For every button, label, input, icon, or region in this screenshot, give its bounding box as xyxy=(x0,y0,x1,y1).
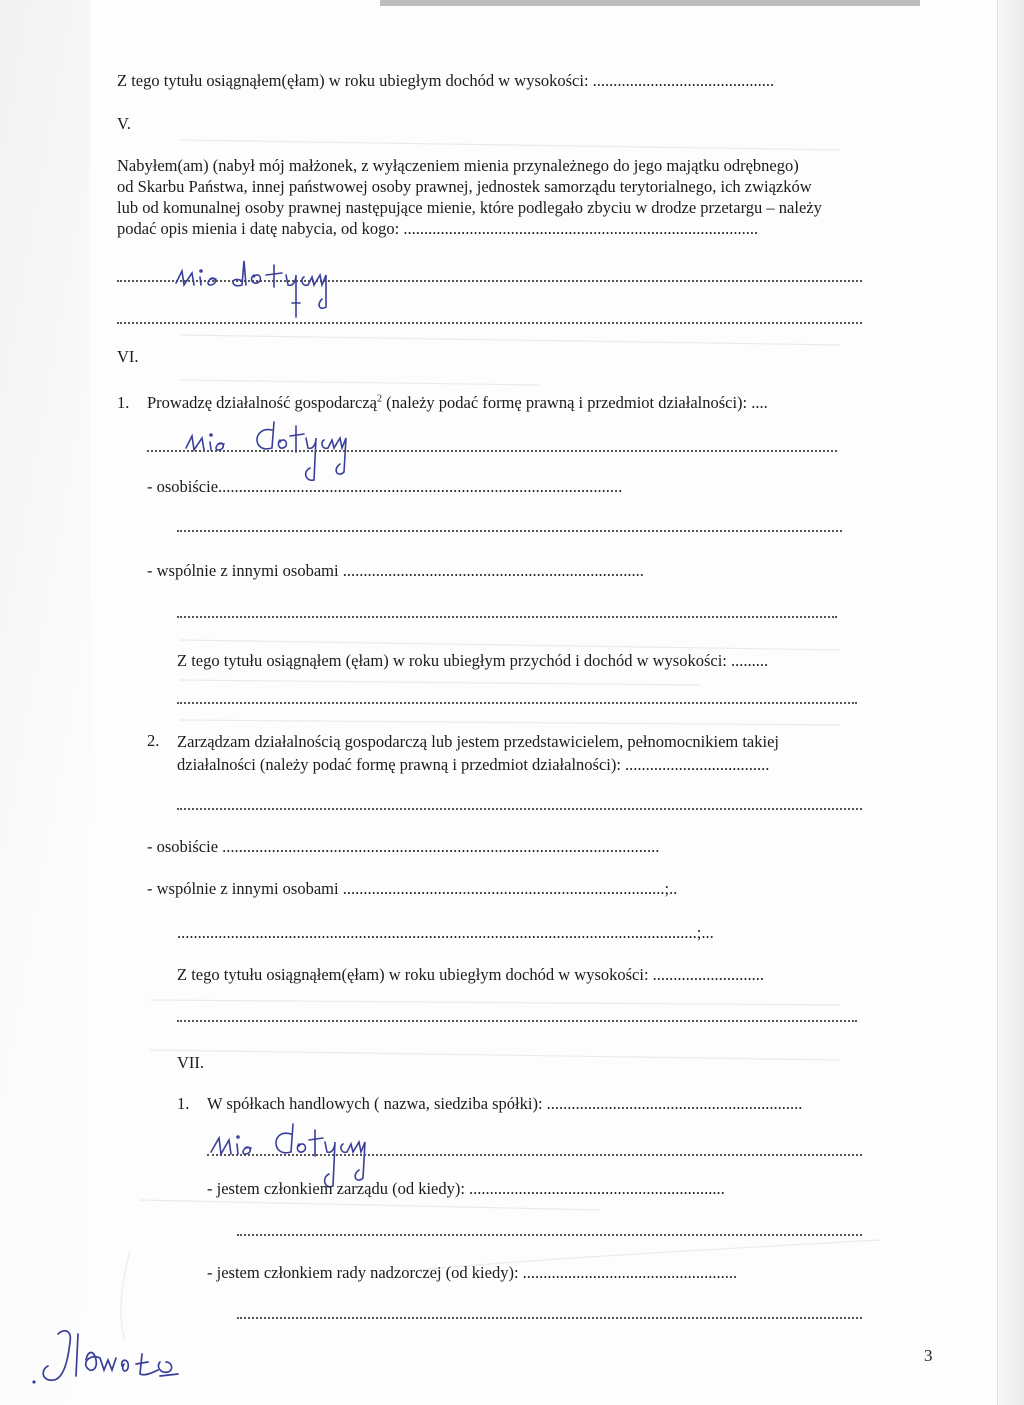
section-vi-item1-number: 1. xyxy=(117,393,130,412)
blank-line xyxy=(177,702,857,704)
blank-line xyxy=(237,1317,862,1319)
section-vi-item2-number: 2. xyxy=(147,731,160,750)
jointly-line-2: - wspólnie z innymi osobami ..............................................................................;.. xyxy=(147,879,678,898)
blank-line xyxy=(237,1234,862,1236)
section-vi-item2-line: działalności (należy podać formę prawną i przedmiot działalności): ................................... xyxy=(177,755,770,774)
supervisory-board-line: - jestem członkiem rady nadzorczej (od kiedy): .................................................... xyxy=(207,1263,738,1282)
section-v-paragraph xyxy=(117,155,822,239)
section-v-line: Nabyłem(am) (nabył mój małżonek, z wyłączeniem mienia przynależnego do jego majątku odrębnego) xyxy=(117,156,799,175)
section-vii-item1-text: W spółkach handlowych ( nazwa, siedziba spółki): .............................................................. xyxy=(207,1094,803,1113)
section-v-line: od Skarbu Państwa, innej państwowej osoby prawnej, jednostek samorządu terytorialnego, ich związków xyxy=(117,177,812,196)
section-v-line: podać opis mienia i datę nabycia, od kogo: ...................................................................................... xyxy=(117,219,759,238)
section-vi-heading: VI. xyxy=(117,347,139,366)
section-vii-item1-number: 1. xyxy=(177,1094,190,1113)
section-vii-heading: VII. xyxy=(177,1053,205,1072)
income-line-1: Z tego tytułu osiągnąłem (ęłam) w roku ubiegłym przychód i dochód w wysokości: ......... xyxy=(177,651,769,670)
board-member-line: - jestem członkiem zarządu (od kiedy): .............................................................. xyxy=(207,1179,725,1198)
footnote-marker: 2 xyxy=(377,393,382,405)
section-v-line: lub od komunalnej osoby prawnej następujące mienie, które podlegało zbyciu w drodze przetargu – należy xyxy=(117,198,822,217)
handwritten-signature xyxy=(28,1320,198,1395)
blank-line xyxy=(177,530,842,532)
income-line-2: Z tego tytułu osiągnąłem(ęłam) w roku ubiegłym dochód w wysokości: ........................... xyxy=(177,965,765,984)
personally-line-2: - osobiście .......................................................................................................... xyxy=(147,837,660,856)
jointly-line-1: - wspólnie z innymi osobami ......................................................................... xyxy=(147,561,644,580)
page-number: 3 xyxy=(924,1346,933,1365)
income-prev-year-line: Z tego tytułu osiągnąłem(ęłam) w roku ubiegłym dochód w wysokości: ............................................ xyxy=(117,71,775,90)
section-vi-item1-label: Prowadzę działalność gospodarczą xyxy=(147,393,377,412)
semicolon-line: ..............................................................................................................................;... xyxy=(177,923,714,942)
blank-line xyxy=(177,808,862,810)
section-vi-item2-line: Zarządzam działalnością gospodarczą lub jestem przedstawicielem, pełnomocnikiem takiej xyxy=(177,732,780,751)
handwritten-not-applicable xyxy=(170,245,370,325)
section-v-heading: V. xyxy=(117,114,131,133)
blank-line xyxy=(177,1020,857,1022)
blank-line xyxy=(177,616,837,618)
section-vi-item2-text xyxy=(177,730,779,776)
personally-line-1: - osobiście.................................................................................................. xyxy=(147,477,623,496)
section-vi-item1-rest: (należy podać formę prawną i przedmiot działalności): .... xyxy=(382,393,768,412)
